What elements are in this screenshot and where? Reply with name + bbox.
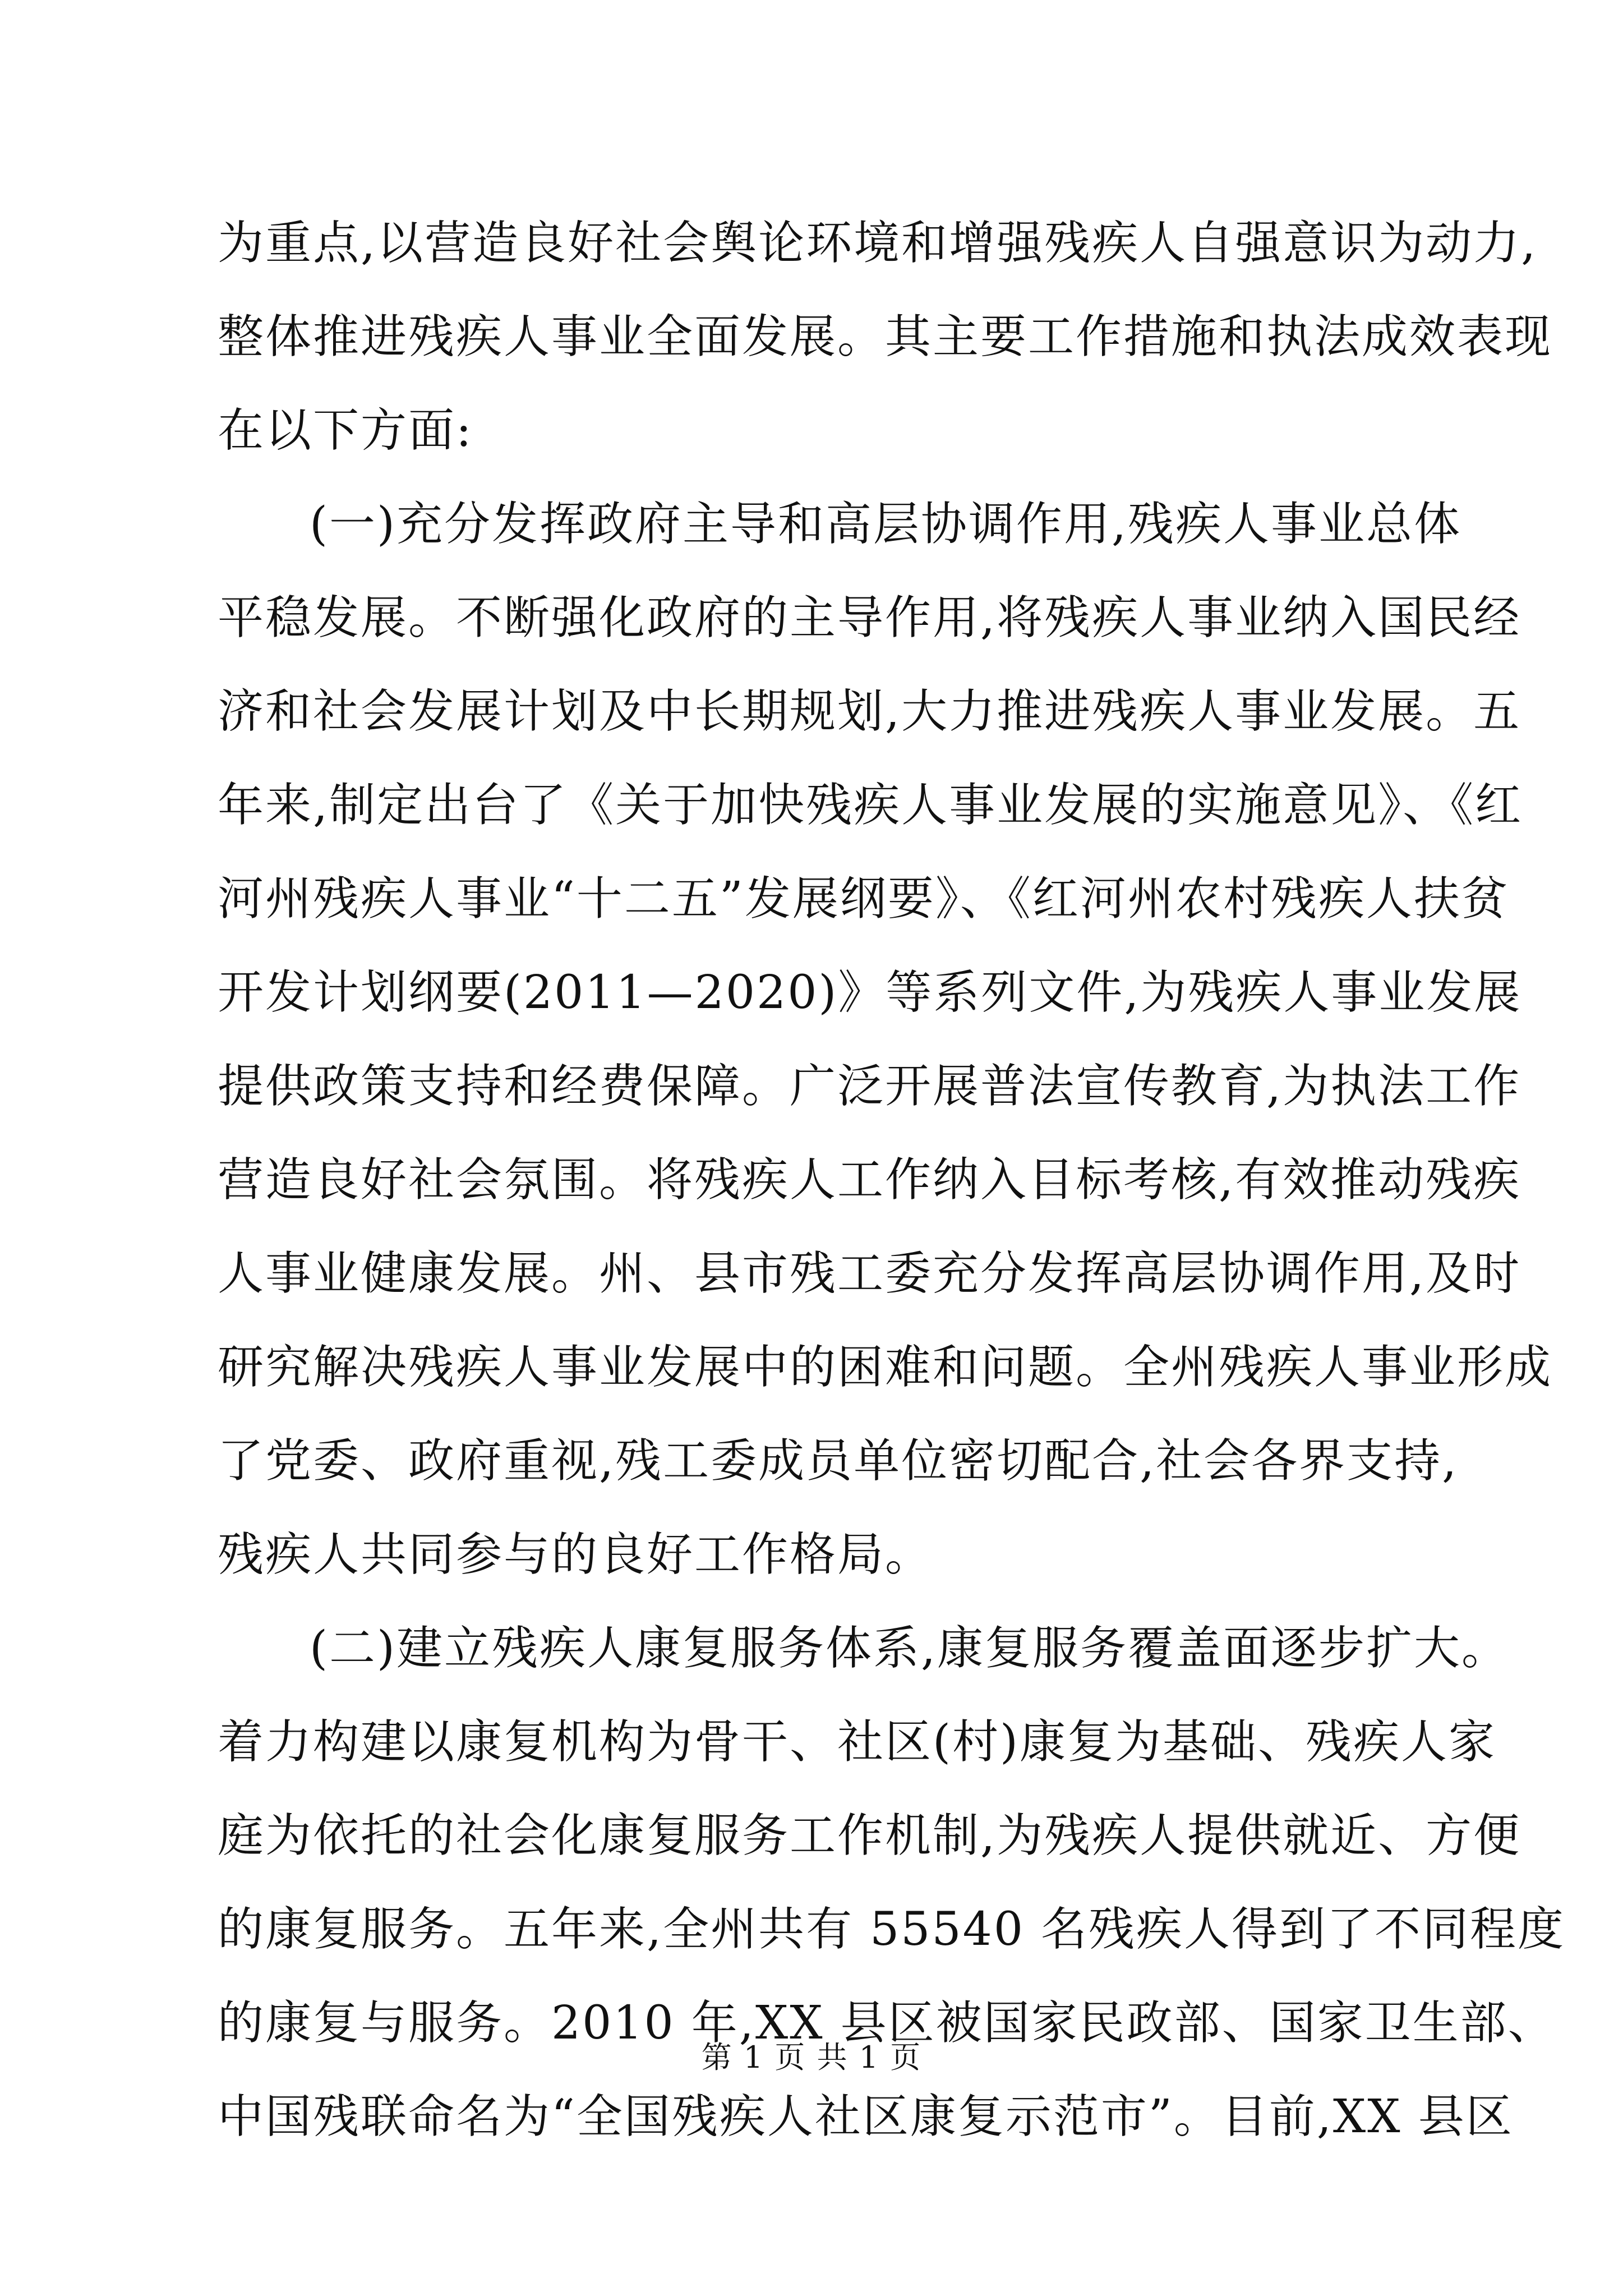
text-line: 平稳发展。不断强化政府的主导作用,将残疾人事业纳入国民经 — [218, 591, 1521, 645]
text-line: 为重点,以营造良好社会舆论环境和增强残疾人自强意识为动力, — [218, 217, 1538, 270]
text-line: 开发计划纲要(2011—2020)》等系列文件,为残疾人事业发展 — [218, 966, 1522, 1019]
text-line: 提供政策支持和经费保障。广泛开展普法宣传教育,为执法工作 — [218, 1060, 1521, 1113]
text-line: 的康复与服务。2010 年,XX 县区被国家民政部、国家卫生部、 — [218, 1996, 1556, 2050]
text-line: 研究解决残疾人事业发展中的困难和问题。全州残疾人事业形成 — [218, 1341, 1553, 1394]
text-line: 中国残联命名为“全国残疾人社区康复示范市”。目前,XX 县区 — [218, 2090, 1514, 2143]
text-line: 着力构建以康复机构为骨干、社区(村)康复为基础、残疾人家 — [218, 1715, 1496, 1769]
page-number-label: 第 1 页 共 1 页 — [701, 2040, 922, 2075]
text-line: 残疾人共同参与的良好工作格局。 — [218, 1528, 933, 1581]
text-line: 营造良好社会氛围。将残疾人工作纳入目标考核,有效推动残疾 — [218, 1153, 1521, 1207]
text-line: 年来,制定出台了《关于加快残疾人事业发展的实施意见》、《红 — [218, 779, 1523, 832]
text-line: 在以下方面: — [218, 404, 473, 457]
text-line: 的康复服务。五年来,全州共有 55540 名残疾人得到了不同程度 — [218, 1903, 1566, 1956]
page-footer — [0, 2033, 1623, 2077]
body-text — [218, 196, 1566, 2164]
text-line: 了党委、政府重视,残工委成员单位密切配合,社会各界支持, — [218, 1434, 1459, 1488]
text-line: 河州残疾人事业“十二五”发展纲要》、《红河州农村残疾人扶贫 — [218, 872, 1509, 926]
text-line: 人事业健康发展。州、县市残工委充分发挥高层协调作用,及时 — [218, 1247, 1521, 1300]
section-heading-line: (二)建立残疾人康复服务体系,康复服务覆盖面逐步扩大。 — [310, 1622, 1510, 1675]
section-heading-line: (一)充分发挥政府主导和高层协调作用,残疾人事业总体 — [310, 498, 1462, 551]
text-line: 整体推进残疾人事业全面发展。其主要工作措施和执法成效表现 — [218, 310, 1553, 364]
text-line: 济和社会发展计划及中长期规划,大力推进残疾人事业发展。五 — [218, 685, 1521, 738]
text-line: 庭为依托的社会化康复服务工作机制,为残疾人提供就近、方便 — [218, 1809, 1521, 1862]
